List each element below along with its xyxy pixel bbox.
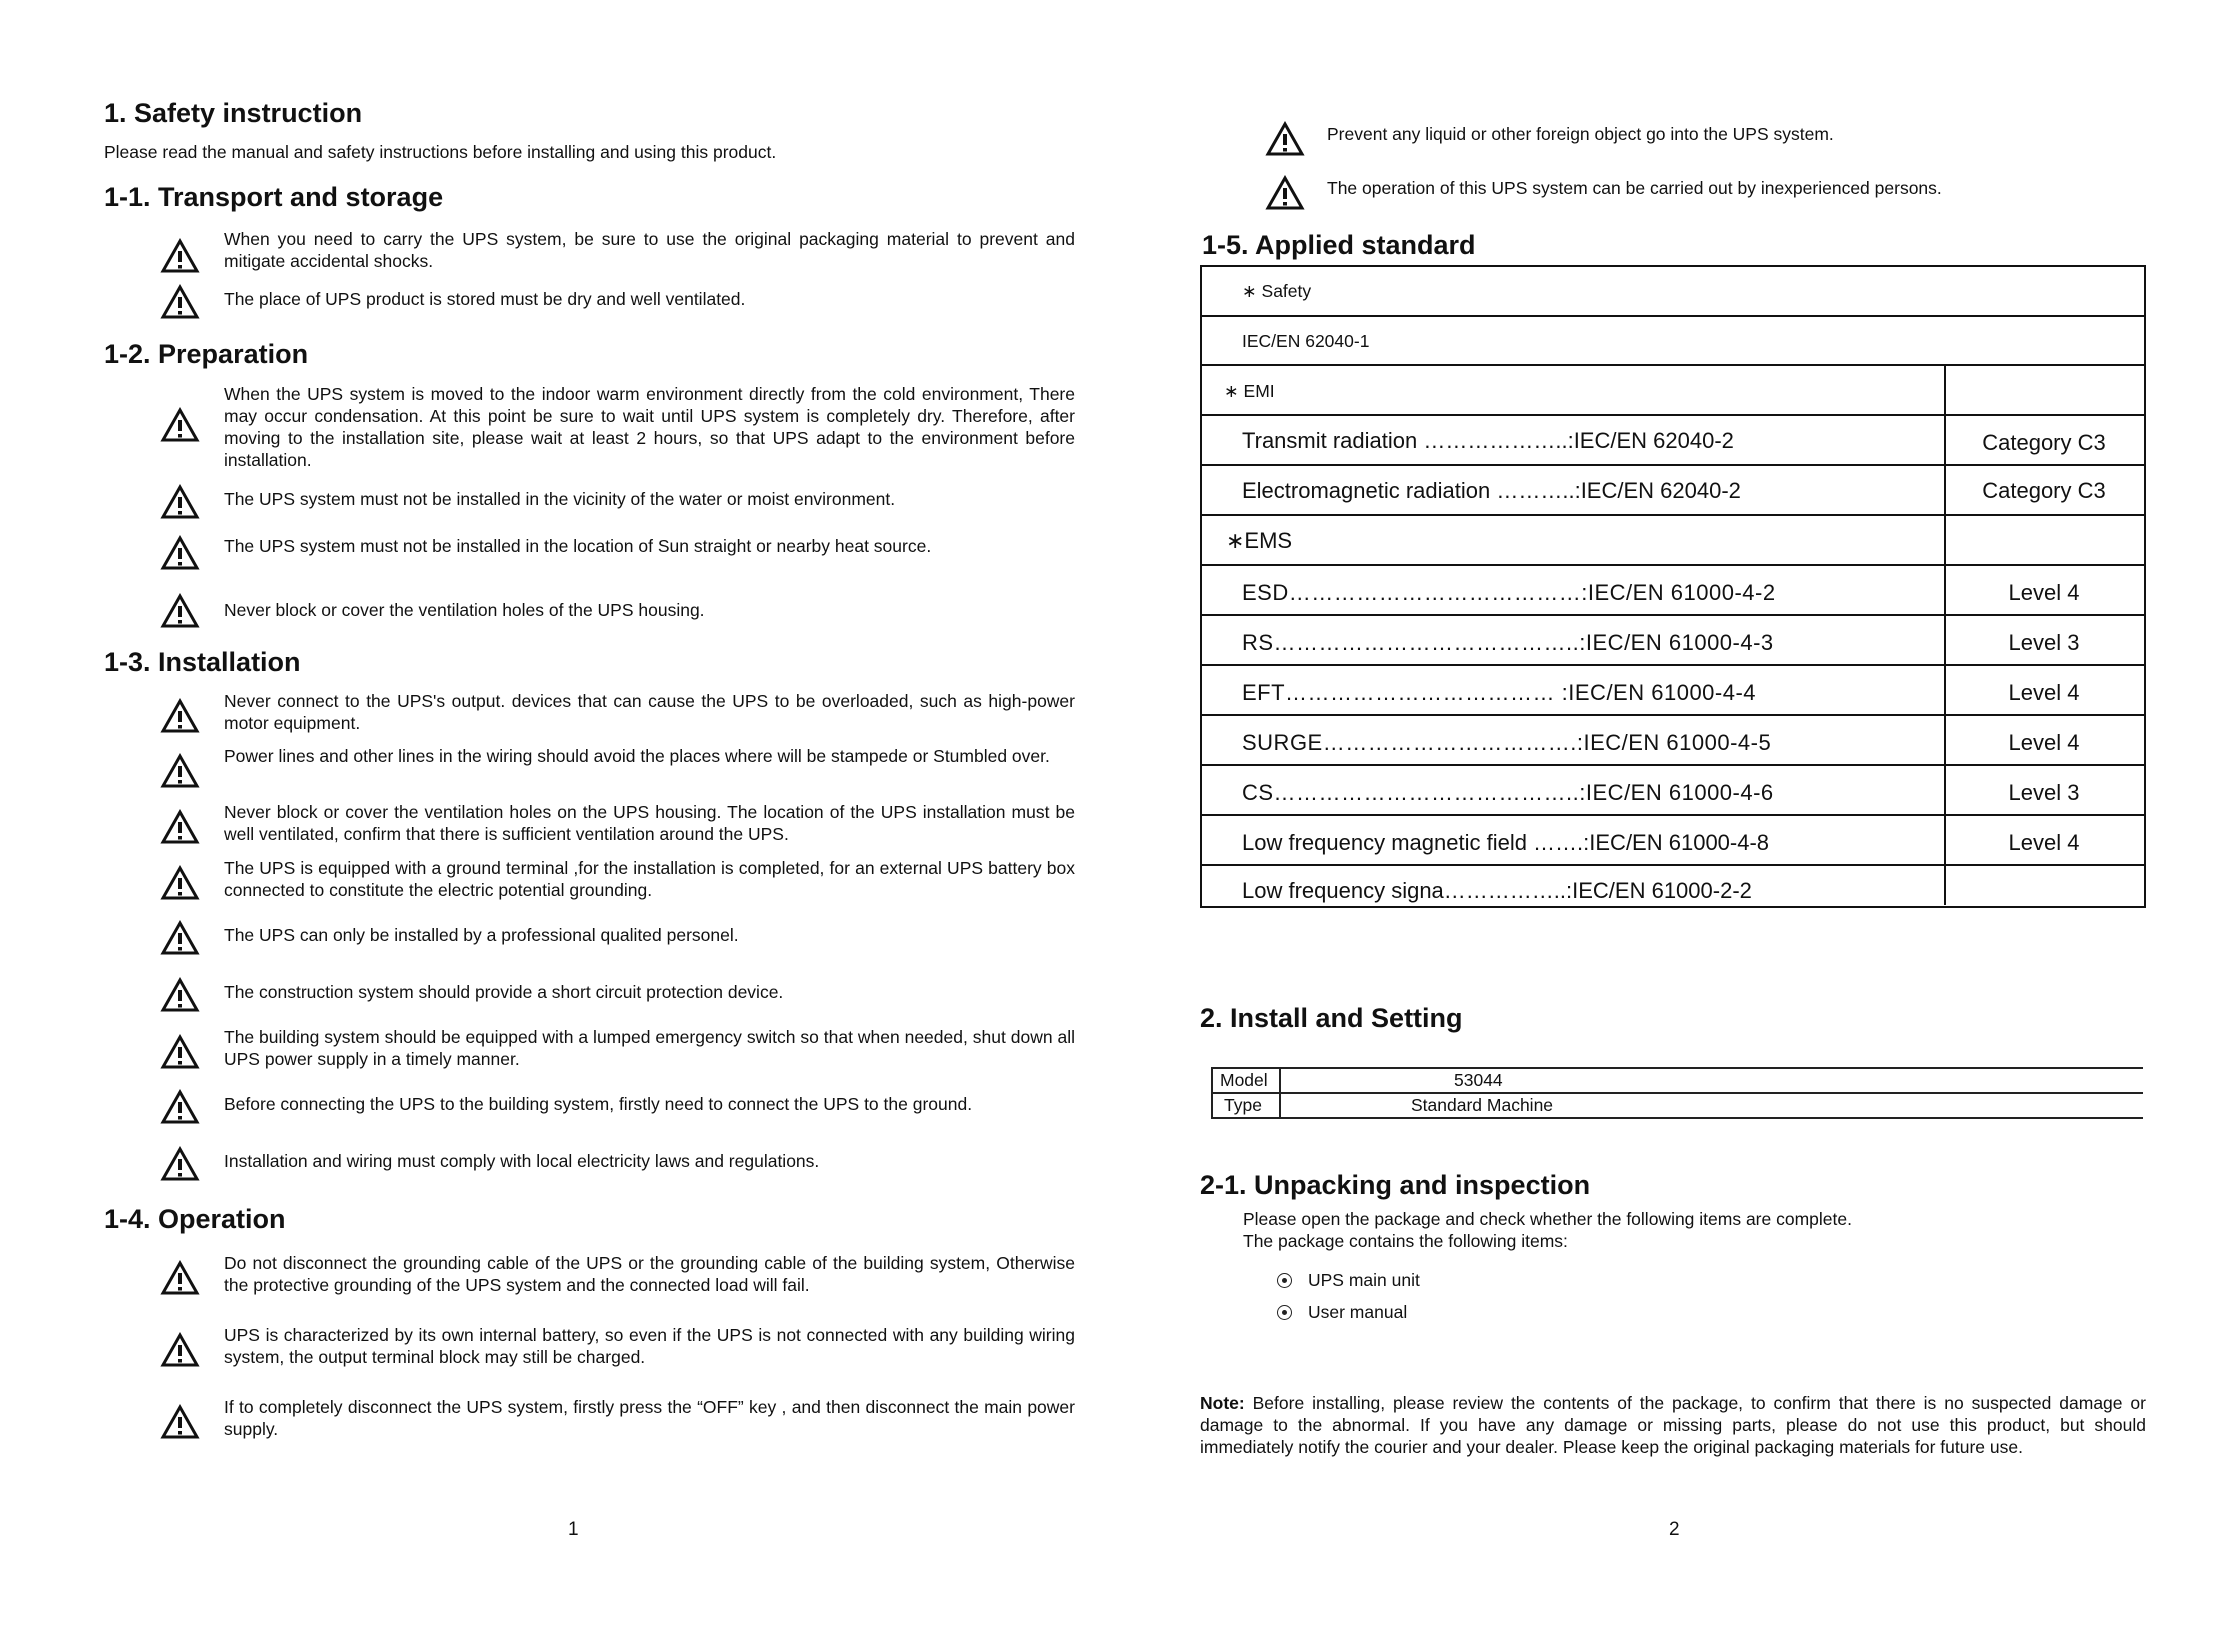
warning-icon [1265, 121, 1305, 157]
table-row [1202, 666, 2144, 716]
standard-label: ∗ EMI [1224, 381, 1275, 401]
warning-text: The operation of this UPS system can be carried out by inexperienced persons. [1327, 178, 1942, 198]
table-row [1202, 366, 2144, 416]
standard-category: Category C3 [1982, 478, 2106, 503]
warning-text: Never block or cover the ventilation holes on the UPS housing. The location of the UPS installation must be well ventilated, confirm that there is sufficient ventilation around the UPS. [224, 802, 1075, 844]
warning-icon [160, 920, 200, 956]
warning-text: Before connecting the UPS to the building system, firstly need to connect the UPS to the ground. [224, 1094, 973, 1114]
heading-installation: 1-3. Installation [104, 647, 301, 677]
warning-text: The UPS is equipped with a ground terminal ,for the installation is completed, for an external UPS battery box connected to constitute the electric potential grounding. [224, 858, 1075, 900]
table-row [1202, 716, 2144, 766]
package-contents-intro: The package contains the following items: [1243, 1231, 1568, 1251]
standard-category: Level 4 [2008, 730, 2080, 755]
table-row [1202, 866, 2144, 906]
standard-label: IEC/EN 62040-1 [1242, 331, 1370, 351]
warning-text: Never block or cover the ventilation holes of the UPS housing. [224, 600, 705, 620]
standard-label: SURGE…………………………….:IEC/EN 61000-4-5 [1242, 730, 1772, 755]
warning-icon [160, 1146, 200, 1182]
warning-icon [160, 1260, 200, 1296]
table-row [1202, 616, 2144, 666]
warning-icon [160, 1089, 200, 1125]
standard-category: Level 3 [2008, 780, 2080, 805]
standard-category: Level 4 [2008, 680, 2080, 705]
warning-text: The construction system should provide a short circuit protection device. [224, 982, 784, 1002]
warning-text: When you need to carry the UPS system, be sure to use the original packaging material to prevent and mitigate accidental shocks. [224, 229, 1075, 271]
warning-icon [160, 865, 200, 901]
warning-icon [160, 484, 200, 520]
model-value: 53044 [1454, 1070, 1503, 1090]
standard-label: ∗EMS [1226, 528, 1293, 553]
type-label: Type [1224, 1095, 1262, 1115]
warning-icon [160, 284, 200, 320]
warning-text: If to completely disconnect the UPS system, firstly press the “OFF” key , and then disconnect the main power supply. [224, 1397, 1075, 1439]
table-row [1202, 516, 2144, 566]
warning-icon [160, 1404, 200, 1440]
standard-category: Category C3 [1982, 430, 2106, 455]
warning-icon [160, 977, 200, 1013]
warning-icon [160, 1034, 200, 1070]
standard-label: Low frequency signa……………..:IEC/EN 61000-2-2 [1242, 878, 1752, 903]
table-row [1202, 816, 2144, 866]
warning-icon [160, 698, 200, 734]
table-row [1202, 416, 2144, 466]
warning-text: The building system should be equipped with a lumped emergency switch so that when needed, shut down all UPS power supply in a timely manner. [224, 1027, 1075, 1069]
note-text: Before installing, please review the contents of the package, to confirm that there is no suspected damage or damage to the abnormal. If you have any damage or missing parts, please do not use this product, but should immediately notify the courier and your dealer. Please keep the original packaging materials for future use. [1200, 1393, 2146, 1457]
package-item [1277, 1270, 1420, 1291]
warning-text: Never connect to the UPS's output. devices that can cause the UPS to be overloaded, such as high-power motor equipment. [224, 691, 1075, 733]
note-label: Note: [1200, 1393, 1245, 1413]
warning-icon [1265, 175, 1305, 211]
type-value: Standard Machine [1411, 1095, 1554, 1115]
heading-operation: 1-4. Operation [104, 1204, 286, 1234]
warning-icon [160, 753, 200, 789]
package-item-label: UPS main unit [1308, 1270, 1420, 1290]
standard-label: CS…………………………………..:IEC/EN 61000-4-6 [1242, 780, 1774, 805]
warning-icon [160, 407, 200, 443]
warning-text: Power lines and other lines in the wiring should avoid the places where will be stampede or Stumbled over. [224, 746, 1050, 766]
warning-text: When the UPS system is moved to the indoor warm environment directly from the cold environment, There may occur condensation. At this point be sure to wait until UPS system is completely dry. Therefore, after moving to the installation site, please wait at least 2 hours, so that UPS adapt to the environment before installation. [224, 384, 1075, 470]
standard-category: Level 3 [2008, 630, 2080, 655]
heading-unpacking-inspection: 2-1. Unpacking and inspection [1200, 1170, 1591, 1200]
heading-install-setting: 2. Install and Setting [1200, 1003, 1463, 1033]
warning-icon [160, 238, 200, 274]
heading-transport-storage: 1-1. Transport and storage [104, 182, 444, 212]
unpacking-instruction: Please open the package and check whether the following items are complete. [1243, 1209, 1852, 1229]
package-item [1277, 1302, 1407, 1323]
warning-text: The UPS system must not be installed in the vicinity of the water or moist environment. [224, 489, 896, 509]
standard-label: EFT……………………………… :IEC/EN 61000-4-4 [1242, 680, 1757, 705]
warning-icon [160, 535, 200, 571]
note-paragraph [1200, 1392, 2146, 1458]
model-label: Model [1220, 1070, 1268, 1090]
table-row [1202, 766, 2144, 816]
table-row [1202, 317, 2144, 366]
standard-label: Transmit radiation ………………..:IEC/EN 62040-2 [1242, 428, 1734, 453]
page-number: 1 [568, 1519, 579, 1540]
bullet-circle-icon [1277, 1305, 1292, 1320]
warning-text: Prevent any liquid or other foreign object go into the UPS system. [1327, 124, 1834, 144]
table-row [1202, 267, 2144, 317]
standard-category: Level 4 [2008, 830, 2080, 855]
warning-text: The UPS system must not be installed in the location of Sun straight or nearby heat source. [224, 536, 932, 556]
standard-label: Low frequency magnetic field …….:IEC/EN 61000-4-8 [1242, 830, 1770, 855]
heading-preparation: 1-2. Preparation [104, 339, 309, 369]
warning-text: The UPS can only be installed by a professional qualited personel. [224, 925, 739, 945]
bullet-circle-icon [1277, 1273, 1292, 1288]
table-row [1202, 466, 2144, 516]
table-row [1202, 566, 2144, 616]
warning-text: The place of UPS product is stored must be dry and well ventilated. [224, 289, 746, 309]
standard-category: Level 4 [2008, 580, 2080, 605]
warning-icon [160, 593, 200, 629]
page-number: 2 [1669, 1519, 1680, 1540]
section-title-safety-instruction: 1. Safety instruction [104, 98, 363, 128]
warning-icon [160, 809, 200, 845]
warning-icon [160, 1332, 200, 1368]
package-item-label: User manual [1308, 1302, 1408, 1322]
safety-intro-text: Please read the manual and safety instructions before installing and using this product. [104, 142, 777, 162]
warning-text: UPS is characterized by its own internal battery, so even if the UPS is not connected with any building wiring system, the output terminal block may still be charged. [224, 1325, 1075, 1367]
model-info-table [1211, 1067, 2143, 1119]
warning-text: Do not disconnect the grounding cable of the UPS or the grounding cable of the building system, Otherwise the protective grounding of the UPS system and the connected load will fail. [224, 1253, 1075, 1295]
standard-label: Electromagnetic radiation ………..:IEC/EN 62040-2 [1242, 478, 1741, 503]
applied-standard-table [1200, 265, 2146, 908]
warning-text: Installation and wiring must comply with local electricity laws and regulations. [224, 1151, 820, 1171]
standard-label: RS…………………………………..:IEC/EN 61000-4-3 [1242, 630, 1774, 655]
heading-applied-standard: 1-5. Applied standard [1202, 230, 1476, 260]
standard-label: ESD…………………………………:IEC/EN 61000-4-2 [1242, 580, 1776, 605]
standard-label: ∗ Safety [1242, 281, 1312, 301]
